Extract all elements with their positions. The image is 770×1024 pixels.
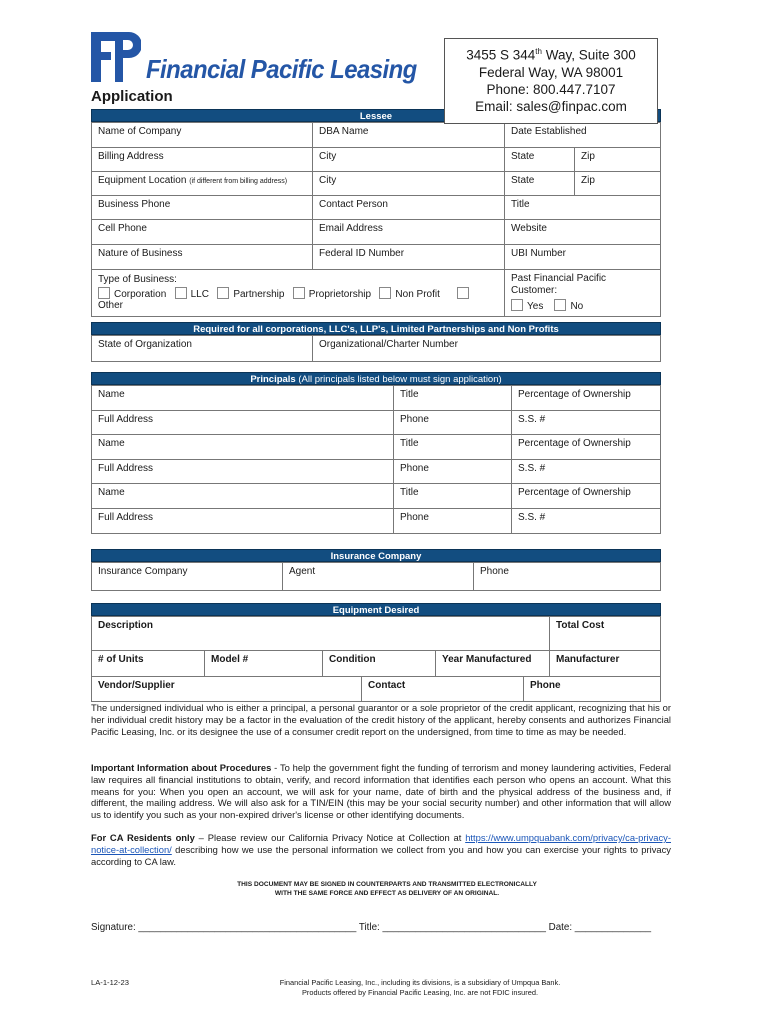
ca-heading: For CA Residents only	[91, 832, 195, 843]
billing-state-field[interactable]: State	[505, 148, 575, 171]
principal-2-ss-field[interactable]: S.S. #	[518, 463, 546, 474]
principal-1-name-field[interactable]: Name	[92, 386, 394, 410]
principal-3-name-field[interactable]: Name	[92, 484, 394, 508]
name-of-company-field[interactable]: Name of Company	[92, 123, 313, 147]
partnership-label: Partnership	[233, 289, 285, 300]
company-logo-mark	[91, 32, 141, 82]
cell-phone-field[interactable]: Cell Phone	[92, 220, 313, 244]
principal-2-title-field[interactable]: Title	[394, 435, 512, 459]
vendor-phone-field[interactable]: Phone	[530, 680, 561, 691]
principal-1-ownership-field[interactable]: Percentage of Ownership	[518, 389, 631, 400]
address-email: Email: sales@finpac.com	[475, 98, 627, 114]
equipment-section-bar: Equipment Desired	[91, 603, 661, 616]
insurance-phone-field[interactable]: Phone	[480, 566, 509, 577]
principals-section-bar: Principals (All principals listed below must sign application)	[91, 372, 661, 385]
principal-2-name-field[interactable]: Name	[92, 435, 394, 459]
past-customer-label: Past Financial Pacific Customer:	[511, 273, 607, 296]
insurance-agent-field[interactable]: Agent	[283, 563, 474, 590]
total-cost-field[interactable]: Total Cost	[556, 620, 605, 631]
charter-number-field[interactable]: Organizational/Charter Number	[319, 339, 458, 350]
principal-2-address-field[interactable]: Full Address	[92, 460, 394, 483]
insurance-company-field[interactable]: Insurance Company	[92, 563, 283, 590]
dba-name-field[interactable]: DBA Name	[313, 123, 505, 147]
description-field[interactable]: Description	[92, 617, 550, 650]
past-customer-group	[505, 270, 660, 316]
non-profit-checkbox[interactable]	[379, 287, 391, 299]
lessee-section-bar: Lessee	[91, 109, 661, 122]
address-line-1: 3455 S 344th Way, Suite 300	[466, 47, 636, 63]
state-of-organization-field[interactable]: State of Organization	[92, 336, 313, 361]
required-section-bar: Required for all corporations, LLC's, LLP's, Limited Partnerships and Non Profits	[91, 322, 661, 335]
equipment-state-field[interactable]: State	[505, 172, 575, 195]
type-of-business-label: Type of Business:	[98, 274, 177, 285]
form-id: LA-1-12-23	[91, 978, 129, 987]
equipment-location-field[interactable]: Equipment Location (if different from billing address)	[92, 172, 313, 195]
company-logo-text: Financial Pacific Leasing	[146, 54, 417, 84]
business-phone-field[interactable]: Business Phone	[92, 196, 313, 219]
ca-residents-paragraph: For CA Residents only – Please review our California Privacy Notice at Collection at https://www.umpquabank.com/privacy/ca-privacy-notice-at-collection/ describing how we use the personal information we collect from you and how you can exercise your rights to privacy according to CA law.	[91, 832, 671, 867]
non-profit-label: Non Profit	[395, 289, 440, 300]
no-label: No	[570, 301, 584, 312]
other-label: Other	[98, 300, 124, 311]
billing-city-field[interactable]: City	[313, 148, 505, 171]
important-information-paragraph: Important Information about Procedures - To help the government fight the funding of terrorism and money laundering activities, Federal law requires all financial institutions to obtain, verify, and record information that identifies each person who opens an account. What this means for you: When you open an account, we will ask for your name, date of birth and the physical address of the business and, if different, the mailing address. We will also ask for a TIN/EIN (this may be your social security number) and other information that will allow us to identify you such as your non-expired driver's license or other identifying documents.	[91, 762, 672, 821]
principal-3-title-field[interactable]: Title	[394, 484, 512, 508]
units-field[interactable]: # of Units	[92, 651, 205, 676]
principal-2-phone-field[interactable]: Phone	[394, 460, 512, 483]
principals-grid	[91, 385, 661, 534]
billing-zip-field[interactable]: Zip	[581, 151, 595, 162]
equipment-city-field[interactable]: City	[313, 172, 505, 195]
insurance-section-bar: Insurance Company	[91, 549, 661, 562]
type-of-business-group	[92, 270, 505, 316]
model-field[interactable]: Model #	[205, 651, 323, 676]
date-established-field[interactable]: Date Established	[511, 126, 587, 137]
past-customer-yes-checkbox[interactable]	[511, 299, 523, 311]
principal-3-address-field[interactable]: Full Address	[92, 509, 394, 533]
principal-1-phone-field[interactable]: Phone	[394, 411, 512, 434]
credit-consent-paragraph: The undersigned individual who is either a principal, a personal guarantor or a sole proprietor of the credit applicant, recognizing that his or her individual credit history may be a factor in the evaluation of the credit history of the applicant, hereby consents and authorizes Financial Pacific Leasing, Inc. or its designee the use of a consumer credit report on the undersigned, from time to time as may be needed.	[91, 702, 671, 737]
principal-3-ownership-field[interactable]: Percentage of Ownership	[518, 487, 631, 498]
website-field[interactable]: Website	[511, 223, 547, 234]
proprietorship-label: Proprietorship	[308, 289, 372, 300]
llc-checkbox[interactable]	[175, 287, 187, 299]
principal-2-ownership-field[interactable]: Percentage of Ownership	[518, 438, 631, 449]
address-line-2: Federal Way, WA 98001	[478, 64, 624, 80]
llc-label: LLC	[190, 289, 209, 300]
equipment-grid	[91, 616, 661, 702]
address-box	[444, 38, 658, 124]
page-title: Application	[91, 88, 173, 105]
equipment-zip-field[interactable]: Zip	[581, 175, 595, 186]
contact-person-field[interactable]: Contact Person	[313, 196, 505, 219]
ca-privacy-link[interactable]: https://www.umpquabank.com/privacy/ca-privacy-notice-at-collection/	[91, 832, 671, 855]
footer-disclaimer: Financial Pacific Leasing, Inc., including its divisions, is a subsidiary of Umpqua Bank. Products offered by Financial Pacific Leasing, Inc. are not FDIC insured.	[279, 978, 561, 997]
vendor-contact-field[interactable]: Contact	[362, 677, 524, 701]
principal-1-address-field[interactable]: Full Address	[92, 411, 394, 434]
partnership-checkbox[interactable]	[217, 287, 229, 299]
past-customer-no-checkbox[interactable]	[554, 299, 566, 311]
insurance-grid	[91, 562, 661, 591]
principal-1-title-field[interactable]: Title	[394, 386, 512, 410]
nature-of-business-field[interactable]: Nature of Business	[92, 245, 313, 269]
vendor-supplier-field[interactable]: Vendor/Supplier	[92, 677, 362, 701]
important-heading: Important Information about Procedures	[91, 762, 272, 773]
principal-3-ss-field[interactable]: S.S. #	[518, 512, 546, 523]
ubi-number-field[interactable]: UBI Number	[511, 248, 567, 259]
address-phone: Phone: 800.447.7107	[486, 81, 616, 97]
proprietorship-checkbox[interactable]	[293, 287, 305, 299]
corporation-checkbox[interactable]	[98, 287, 110, 299]
condition-field[interactable]: Condition	[323, 651, 436, 676]
federal-id-field[interactable]: Federal ID Number	[313, 245, 505, 269]
lessee-grid	[91, 122, 661, 317]
principal-3-phone-field[interactable]: Phone	[394, 509, 512, 533]
corporation-label: Corporation	[114, 289, 167, 300]
other-checkbox[interactable]	[457, 287, 469, 299]
email-address-field[interactable]: Email Address	[313, 220, 505, 244]
required-grid	[91, 335, 661, 362]
lessee-title-field[interactable]: Title	[511, 199, 530, 210]
counterparts-notice: THIS DOCUMENT MAY BE SIGNED IN COUNTERPARTS AND TRANSMITTED ELECTRONICALLY WITH THE SAME FORCE AND EFFECT AS DELIVERY OF AN ORIGINAL.	[237, 881, 537, 897]
signature-line[interactable]: Signature: ________________________________________ Title: ______________________________ Date: ______________	[91, 922, 652, 933]
billing-address-field[interactable]: Billing Address	[92, 148, 313, 171]
manufacturer-field[interactable]: Manufacturer	[556, 654, 620, 665]
principal-1-ss-field[interactable]: S.S. #	[518, 414, 546, 425]
year-manufactured-field[interactable]: Year Manufactured	[436, 651, 550, 676]
yes-label: Yes	[527, 301, 544, 312]
